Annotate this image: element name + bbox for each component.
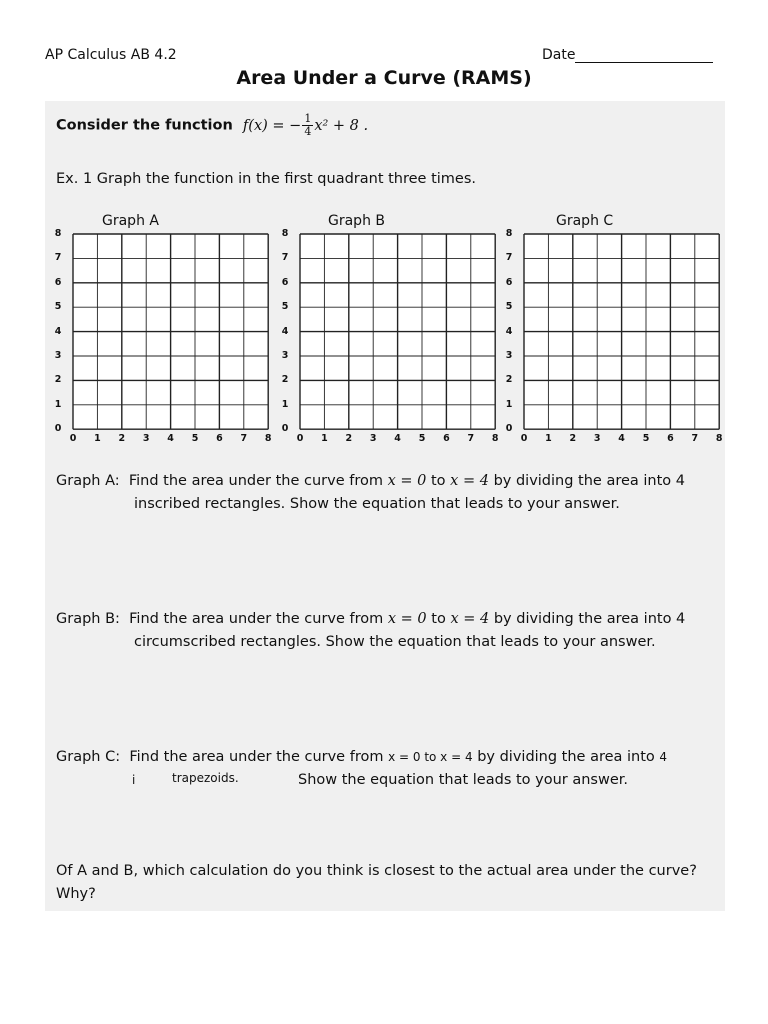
y-tick-label: 7: [54, 252, 62, 264]
y-tick-label: 8: [54, 228, 62, 239]
y-tick-label: 6: [281, 276, 289, 288]
graph-a-question-line1: [56, 473, 685, 489]
date-label: Date: [542, 47, 576, 63]
grid-svg: [504, 101, 724, 451]
y-tick-label: 0: [281, 423, 289, 435]
example-1-instruction: Ex. 1 Graph the function in the first quadrant three times.: [56, 171, 477, 187]
x-tick-label: 0: [69, 433, 77, 445]
x-tick-label: 2: [345, 433, 353, 445]
y-tick-label: 3: [281, 350, 289, 361]
x-tick-label: 5: [191, 433, 199, 445]
x-tick-label: 4: [394, 433, 401, 445]
graph-c[interactable]: [504, 101, 724, 451]
x-tick-label: 0: [296, 433, 304, 445]
intro-lead: Consider the function: [56, 117, 233, 134]
y-tick-label: 8: [505, 228, 513, 239]
intro-frac-num: 1: [304, 112, 312, 125]
y-tick-label: 6: [54, 276, 62, 288]
y-tick-label: 3: [505, 350, 513, 361]
graph-a-answer-area[interactable]: [56, 526, 716, 606]
graph-c-label: Graph C:: [56, 749, 121, 765]
x-tick-label: 6: [216, 433, 223, 445]
y-tick-label: 4: [281, 325, 289, 337]
x-tick-label: 0: [520, 433, 528, 445]
x-tick-label: 3: [593, 433, 601, 445]
graph-a[interactable]: [53, 101, 273, 451]
graph-c-range: x = 0 to x = 4: [388, 750, 473, 764]
final-question-line1: Of A and B, which calculation do you think is closest to the actual area under the curve?: [56, 863, 697, 879]
y-tick-label: 7: [505, 252, 513, 264]
graph-c-text-post: by dividing the area into: [477, 749, 655, 765]
grid-svg: [280, 101, 500, 451]
y-tick-label: 1: [54, 398, 62, 410]
graph-a-x0: x = 0: [387, 473, 427, 489]
x-tick-label: 8: [715, 433, 723, 445]
y-tick-label: 8: [281, 228, 289, 239]
graph-b-title: Graph B: [328, 213, 385, 229]
graph-b-question-line1: [56, 611, 685, 627]
final-question-line2: Why?: [56, 886, 96, 902]
header-date: [542, 47, 713, 63]
header-course: AP Calculus AB 4.2: [45, 47, 177, 63]
y-tick-label: 7: [281, 252, 289, 264]
graph-c-trapezoids: trapezoids.: [172, 771, 239, 785]
x-tick-label: 3: [142, 433, 150, 445]
x-tick-label: 8: [264, 433, 272, 445]
y-tick-label: 3: [54, 350, 62, 361]
y-tick-label: 6: [505, 276, 513, 288]
graph-b-question-line2: circumscribed rectangles. Show the equation that leads to your answer.: [134, 634, 656, 650]
x-tick-label: 7: [691, 433, 699, 445]
x-tick-label: 7: [467, 433, 475, 445]
graph-c-question-line1: [56, 749, 667, 765]
x-tick-label: 1: [545, 433, 552, 445]
x-tick-label: 3: [369, 433, 377, 445]
graph-c-mark: i: [132, 773, 136, 787]
graph-b-label: Graph B:: [56, 611, 120, 627]
y-tick-label: 1: [281, 398, 289, 410]
intro-frac-den: 4: [304, 125, 312, 138]
x-tick-label: 5: [642, 433, 650, 445]
y-tick-label: 4: [54, 325, 62, 337]
grid-svg: [53, 101, 273, 451]
y-tick-label: 5: [505, 301, 513, 313]
y-tick-label: 0: [505, 423, 513, 435]
graph-c-answer-area[interactable]: [56, 801, 716, 856]
graph-c-question-line2: Show the equation that leads to your answer.: [298, 772, 629, 788]
y-tick-label: 0: [54, 423, 62, 435]
y-tick-label: 5: [54, 301, 62, 313]
x-tick-label: 5: [418, 433, 426, 445]
graph-c-count: 4: [659, 750, 668, 764]
page-title: Area Under a Curve (RAMS): [236, 67, 532, 89]
graph-a-x4: x = 4: [450, 473, 489, 489]
graph-a-question-line2: inscribed rectangles. Show the equation that leads to your answer.: [134, 496, 620, 512]
graph-b-text-pre: Find the area under the curve from: [129, 611, 384, 627]
x-tick-label: 2: [569, 433, 577, 445]
graph-a-text-post: by dividing the area into 4: [493, 473, 685, 489]
intro-fx: f(x) = −: [242, 117, 302, 134]
graph-c-title: Graph C: [556, 213, 614, 229]
x-tick-label: 8: [491, 433, 499, 445]
graph-b-answer-area[interactable]: [56, 664, 716, 744]
intro-rest: x² + 8 .: [314, 117, 369, 134]
graph-b[interactable]: [280, 101, 500, 451]
x-tick-label: 2: [118, 433, 126, 445]
graph-b-text-post: by dividing the area into 4: [493, 611, 686, 627]
y-tick-label: 1: [505, 398, 513, 410]
y-tick-label: 2: [505, 374, 513, 386]
y-tick-label: 5: [281, 301, 289, 313]
graph-c-text-pre: Find the area under the curve from: [129, 749, 384, 765]
x-tick-label: 1: [94, 433, 101, 445]
graph-a-to: to: [431, 473, 446, 489]
x-tick-label: 4: [167, 433, 174, 445]
x-tick-label: 6: [667, 433, 674, 445]
x-tick-label: 1: [321, 433, 328, 445]
x-tick-label: 7: [240, 433, 248, 445]
graph-b-x4: x = 4: [450, 611, 490, 627]
y-tick-label: 2: [281, 374, 289, 386]
y-tick-label: 2: [54, 374, 62, 386]
x-tick-label: 6: [443, 433, 450, 445]
graph-a-label: Graph A:: [56, 473, 120, 489]
x-tick-label: 4: [618, 433, 625, 445]
worksheet-panel: [45, 101, 725, 911]
date-blank[interactable]: [575, 48, 713, 63]
graph-a-text-pre: Find the area under the curve from: [128, 473, 383, 489]
y-tick-label: 4: [505, 325, 513, 337]
graph-b-to: to: [431, 611, 446, 627]
graph-b-x0: x = 0: [387, 611, 427, 627]
graph-a-title: Graph A: [102, 213, 159, 229]
